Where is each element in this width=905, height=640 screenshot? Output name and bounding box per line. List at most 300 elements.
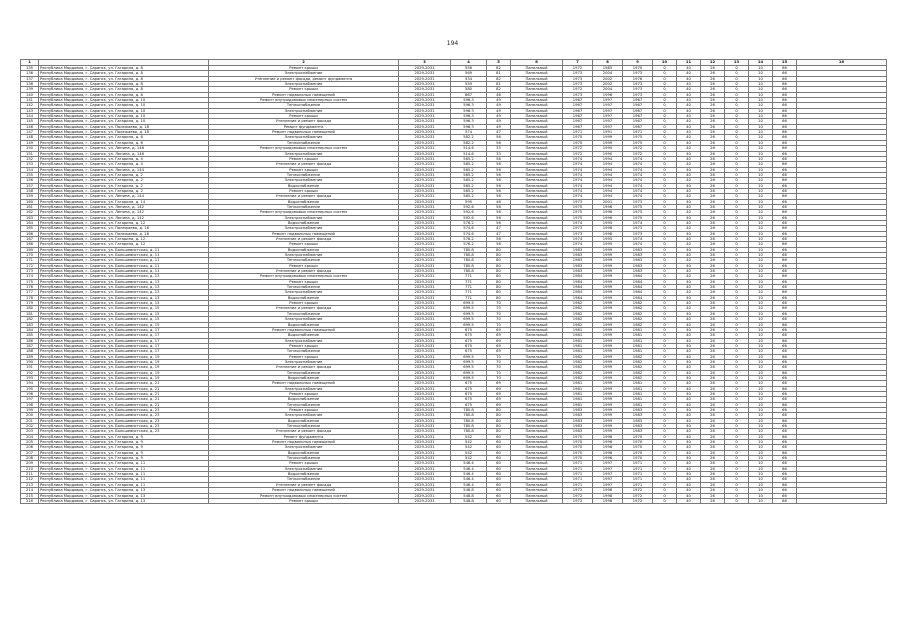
table-cell: 1981 [623,397,653,402]
table-cell: 0 [725,333,749,338]
table-cell: 1999 [593,140,623,145]
table-cell: 0 [725,450,749,455]
work-type-cell: Ремонт крыши [209,279,399,284]
table-cell: 26 [701,466,725,471]
table-cell: 40 [677,199,701,204]
work-type-cell: Утепление и ремонт фасада [209,269,399,274]
table-cell: 675 [451,343,487,348]
table-cell: 2029-2031 [399,172,451,177]
table-cell: 565.2 [451,172,487,177]
table-cell: 2029-2031 [399,365,451,370]
table-cell: 1974 [563,162,593,167]
table-cell: 0 [653,450,677,455]
table-cell: 1981 [563,327,593,332]
table-cell: Панельный [511,71,563,76]
table-cell: 26 [701,386,725,391]
table-cell: 66 [773,397,797,402]
table-cell: 10 [749,386,773,391]
table-cell: Панельный [511,429,563,434]
table-cell: 66 [773,440,797,445]
table-cell: 1974 [563,237,593,242]
table-cell: 213 [21,482,39,487]
table-cell: 1982 [623,322,653,327]
table-cell: 1999 [593,290,623,295]
work-type-cell: Водоснабжение [209,450,399,455]
table-cell: 1967 [623,114,653,119]
table-cell: 10 [749,402,773,407]
table-cell: 40 [677,178,701,183]
table-cell: 10 [749,87,773,92]
table-cell: 1982 [623,375,653,380]
table-cell: 69 [487,381,511,386]
table-cell: 2029-2031 [399,285,451,290]
table-row [21,498,887,503]
table-cell: 82 [487,87,511,92]
work-type-cell: Ремонт фундамента [209,124,399,129]
table-cell: 26 [701,226,725,231]
table-cell: 1981 [563,349,593,354]
work-type-cell: Утепление и ремонт фасада [209,162,399,167]
table-cell: 2001 [593,199,623,204]
table-cell: 582.2 [451,135,487,140]
table-cell: 176 [21,285,39,290]
table-cell: 574 [451,130,487,135]
table-cell: 2029-2031 [399,311,451,316]
table-cell: 1999 [593,402,623,407]
table-cell: 2029-2031 [399,231,451,236]
table-cell: 1971 [563,482,593,487]
table-cell: 66 [773,183,797,188]
table-cell: 1994 [593,183,623,188]
table-cell: 60 [487,434,511,439]
table-cell: 46 [487,92,511,97]
table-cell: 2029-2031 [399,482,451,487]
work-type-cell: Ремонт крыши [209,343,399,348]
table-cell: 80 [487,413,511,418]
table-cell: 1982 [563,375,593,380]
address-cell: Республика Мордовия, г. Саранск, ул. Гагарина, д. 10 [39,119,209,124]
table-cell: 40 [677,194,701,199]
table-cell: Панельный [511,306,563,311]
table-cell: 1999 [593,317,623,322]
table-cell: 1999 [593,386,623,391]
address-cell: Республика Мордовия, г. Саранск, ул. Большевистская, д. 21 [39,391,209,396]
table-cell: 66 [773,408,797,413]
table-cell: 10 [749,156,773,161]
table-cell: 26 [701,397,725,402]
table-cell: 1981 [563,386,593,391]
table-cell: 548.8 [451,493,487,498]
table-cell: Панельный [511,151,563,156]
table-cell: 26 [701,290,725,295]
table-cell: 675 [451,397,487,402]
table-cell: Панельный [511,226,563,231]
address-cell: Республика Мордовия, г. Саранск, ул. Большевистская, д. 23 [39,418,209,423]
work-type-cell: Ремонт внутридомовых инженерных систем [209,274,399,279]
table-cell: 0 [653,317,677,322]
work-type-cell: Ремонт подвальных помещений [209,231,399,236]
table-cell: 66 [773,108,797,113]
table-cell: 154 [21,167,39,172]
table-cell: 201 [21,418,39,423]
table-cell: 80 [487,408,511,413]
table-cell: 33 [487,146,511,151]
table-cell: 80 [487,418,511,423]
table-cell: 66 [773,434,797,439]
table-cell: 771 [451,290,487,295]
table-cell: 177 [21,290,39,295]
table-cell: 40 [677,274,701,279]
table-cell: 0 [725,167,749,172]
table-cell: 0 [653,263,677,268]
table-cell: 780.8 [451,247,487,252]
table-cell: 80 [487,269,511,274]
table-cell: 1996 [593,434,623,439]
table-cell: 1971 [623,130,653,135]
table-cell: 2029-2031 [399,301,451,306]
address-cell: Республика Мордовия, г. Саранск, ул. Полежаева, д. 18 [39,124,209,129]
table-cell: 40 [677,461,701,466]
table-cell: 1985 [593,66,623,71]
table-cell: 1974 [563,242,593,247]
table-cell: 60 [487,456,511,461]
address-cell: Республика Мордовия, г. Саранск, ул. Большевистская, д. 19 [39,354,209,359]
table-cell: 66 [773,482,797,487]
table-cell: 56 [487,210,511,215]
table-cell: 867 [451,92,487,97]
work-type-cell: Ремонт крыши [209,242,399,247]
table-cell: 10 [749,295,773,300]
table-cell: 26 [701,498,725,503]
table-cell: Панельный [511,359,563,364]
table-cell: 1996 [593,204,623,209]
table-cell: 675 [451,327,487,332]
table-cell: 80 [487,295,511,300]
work-type-cell: Электроснабжение [209,253,399,258]
table-cell: 66 [773,391,797,396]
table-cell: 1967 [623,98,653,103]
table-cell: 66 [773,172,797,177]
table-cell: 166 [21,231,39,236]
column-number-cell: 7 [563,60,593,66]
table-cell: 1975 [563,140,593,145]
table-cell: 0 [653,418,677,423]
table-cell: 0 [725,178,749,183]
address-cell: Республика Мордовия, г. Саранск, ул. Гагарина, д. 13 [39,488,209,493]
table-cell: 26 [701,375,725,380]
table-cell: 1981 [623,381,653,386]
table-cell: 2029-2031 [399,317,451,322]
table-cell: 2029-2031 [399,290,451,295]
address-cell: Республика Мордовия, г. Саранск, ул. Ленина, д. 146 [39,146,209,151]
table-cell: 596.3 [451,108,487,113]
table-cell: 0 [725,279,749,284]
table-cell: 40 [677,263,701,268]
table-cell: 2029-2031 [399,493,451,498]
work-type-cell: Ремонт крыши [209,167,399,172]
table-cell: 0 [653,274,677,279]
table-cell: 771 [451,274,487,279]
table-cell: 1994 [593,188,623,193]
table-cell: 1984 [623,279,653,284]
table-cell: 60 [487,445,511,450]
table-cell: 181 [21,311,39,316]
table-cell: 1981 [563,402,593,407]
table-cell: 1999 [593,285,623,290]
table-cell: 1974 [563,172,593,177]
table-cell: 40 [677,162,701,167]
table-cell: 0 [725,349,749,354]
table-cell: 40 [677,365,701,370]
table-cell: 1973 [563,76,593,81]
table-cell: Панельный [511,172,563,177]
table-cell: 26 [701,402,725,407]
table-cell: 2029-2031 [399,220,451,225]
table-cell: 1974 [563,156,593,161]
table-cell: 514.6 [451,146,487,151]
table-cell: 66 [773,87,797,92]
table-cell: 1999 [593,338,623,343]
table-cell: 40 [677,472,701,477]
table-cell: 0 [653,82,677,87]
table-cell: 0 [653,279,677,284]
table-cell: 187 [21,343,39,348]
table-cell: 26 [701,343,725,348]
table-cell: 26 [701,135,725,140]
column-number-cell: 9 [623,60,653,66]
table-cell: Панельный [511,242,563,247]
table-cell: 66 [773,242,797,247]
table-cell: 40 [677,418,701,423]
address-cell: Республика Мордовия, г. Саранск, ул. Большевистская, д. 19 [39,365,209,370]
table-cell: 40 [677,343,701,348]
table-cell: 0 [653,456,677,461]
table-cell: Панельный [511,188,563,193]
table-cell: 0 [725,461,749,466]
table-cell: 0 [725,413,749,418]
table-cell: 2029-2031 [399,108,451,113]
table-cell: 0 [725,71,749,76]
table-cell: 10 [749,124,773,129]
table-cell: 546.4 [451,472,487,477]
table-cell: 26 [701,172,725,177]
table-cell: Панельный [511,66,563,71]
table-cell: 66 [773,146,797,151]
work-type-cell: Утепление и ремонт фасада [209,365,399,370]
table-cell: 1973 [623,87,653,92]
work-type-cell: Водоснабжение [209,472,399,477]
table-cell: 66 [773,82,797,87]
table-cell: 192 [21,370,39,375]
table-cell: 40 [677,124,701,129]
table-cell: Панельный [511,274,563,279]
table-cell: 66 [773,359,797,364]
table-cell: 10 [749,365,773,370]
table-cell: 1972 [563,498,593,503]
table-cell: 10 [749,82,773,87]
table-cell: 66 [773,466,797,471]
table-cell: 66 [773,253,797,258]
table-cell: 1972 [623,488,653,493]
address-cell: Республика Мордовия, г. Саранск, ул. Ленина, д. 142 [39,210,209,215]
table-cell: 1997 [593,119,623,124]
table-cell: 40 [677,493,701,498]
work-type-cell: Теплоснабжение [209,140,399,145]
table-cell: 0 [725,194,749,199]
table-cell: 40 [677,434,701,439]
table-cell: 0 [725,76,749,81]
address-cell: Республика Мордовия, г. Саранск, ул. Гагарина, д. 9 [39,440,209,445]
work-type-cell: Утепление и ремонт фасада [209,119,399,124]
table-cell: Панельный [511,98,563,103]
table-cell: 26 [701,237,725,242]
table-cell: 10 [749,285,773,290]
work-type-cell: Теплоснабжение [209,285,399,290]
table-cell: 80 [487,424,511,429]
work-type-cell: Ремонт крыши [209,391,399,396]
table-cell: 66 [773,354,797,359]
table-cell: Панельный [511,167,563,172]
table-cell: 40 [677,402,701,407]
table-cell: 171 [21,258,39,263]
table-cell: 1974 [623,220,653,225]
table-cell: Панельный [511,440,563,445]
table-cell: 596.3 [451,114,487,119]
table-cell: 66 [773,381,797,386]
table-cell: 0 [653,66,677,71]
work-type-cell: Электроснабжение [209,466,399,471]
table-cell: 0 [725,119,749,124]
table-cell: 1972 [623,498,653,503]
table-cell: 190 [21,359,39,364]
table-cell: Панельный [511,258,563,263]
address-cell: Республика Мордовия, г. Саранск, ул. Большевистская, д. 15 [39,322,209,327]
table-cell: 70 [487,306,511,311]
table-cell: 10 [749,103,773,108]
table-cell: 1971 [563,472,593,477]
table-cell: 1973 [623,226,653,231]
table-cell: 1997 [593,461,623,466]
table-cell: 0 [653,408,677,413]
table-cell: 0 [725,472,749,477]
table-cell: Панельный [511,424,563,429]
table-cell: 0 [725,130,749,135]
table-cell: Панельный [511,130,563,135]
address-cell: Республика Мордовия, г. Саранск, ул. Большевистская, д. 23 [39,424,209,429]
table-cell: 0 [653,311,677,316]
table-cell: Панельный [511,87,563,92]
table-cell: 66 [773,76,797,81]
address-cell: Республика Мордовия, г. Саранск, ул. Большевистская, д. 19 [39,375,209,380]
table-cell: 10 [749,242,773,247]
table-cell: 0 [725,210,749,215]
table-cell: 10 [749,327,773,332]
table-cell: Панельный [511,343,563,348]
table-cell: 0 [725,408,749,413]
table-cell: 1999 [593,247,623,252]
table-cell: 10 [749,279,773,284]
table-cell: 1975 [623,140,653,145]
work-type-cell: Электроснабжение [209,338,399,343]
table-cell: 2002 [593,82,623,87]
table-cell: 1972 [623,151,653,156]
table-cell: 66 [773,269,797,274]
table-cell: 40 [677,424,701,429]
table-cell: 66 [773,178,797,183]
table-cell: 1973 [563,199,593,204]
table-cell: 1975 [563,135,593,140]
table-cell: 152 [21,156,39,161]
table-cell: 0 [653,87,677,92]
table-cell: 145 [21,119,39,124]
table-cell: 1982 [623,311,653,316]
table-cell: 56 [487,220,511,225]
table-cell: Панельный [511,445,563,450]
table-cell: 780.8 [451,258,487,263]
work-type-cell: Ремонт крыши [209,354,399,359]
table-cell: 0 [725,322,749,327]
table-cell: 66 [773,322,797,327]
table-cell: 675 [451,402,487,407]
table-cell: Панельный [511,488,563,493]
table-cell: 1975 [563,210,593,215]
table-cell: Панельный [511,322,563,327]
table-cell: 163 [21,215,39,220]
table-cell: 26 [701,456,725,461]
table-cell: 10 [749,472,773,477]
table-cell: 1967 [563,124,593,129]
table-cell: 542 [451,434,487,439]
table-cell: 1998 [593,226,623,231]
table-cell: 167 [21,237,39,242]
table-cell: 0 [725,242,749,247]
table-cell: 1976 [623,76,653,81]
table-cell: 56 [487,194,511,199]
work-type-cell: Водоснабжение [209,375,399,380]
table-cell: 10 [749,108,773,113]
table-cell: 26 [701,488,725,493]
table-cell: Панельный [511,317,563,322]
table-cell: 26 [701,279,725,284]
table-cell: 1999 [593,424,623,429]
table-cell: 40 [677,498,701,503]
table-cell: 47 [487,231,511,236]
table-cell: 0 [653,258,677,263]
table-cell: 1982 [563,301,593,306]
table-cell: 2029-2031 [399,167,451,172]
table-cell: 183 [21,322,39,327]
table-cell: 1999 [593,429,623,434]
table-cell: Панельный [511,178,563,183]
table-cell: 40 [677,317,701,322]
table-cell: 0 [653,98,677,103]
table-cell: 0 [725,92,749,97]
address-cell: Республика Мордовия, г. Саранск, ул. Ленина, д. 144 [39,167,209,172]
address-cell: Республика Мордовия, г. Саранск, ул. Большевистская, д. 11 [39,269,209,274]
table-cell: 1973 [563,92,593,97]
table-cell: 0 [653,322,677,327]
table-cell: Панельный [511,162,563,167]
work-type-cell: Ремонт крыши [209,498,399,503]
address-cell: Республика Мордовия, г. Саранск, ул. Гагарина, д. 9 [39,450,209,455]
table-cell: 2029-2031 [399,322,451,327]
table-cell: 40 [677,359,701,364]
table-cell: 1998 [593,493,623,498]
table-cell: 66 [773,456,797,461]
table-cell: 26 [701,482,725,487]
address-cell: Республика Мордовия, г. Саранск, ул. Гагарина, д. 10 [39,108,209,113]
table-cell: 1982 [623,365,653,370]
